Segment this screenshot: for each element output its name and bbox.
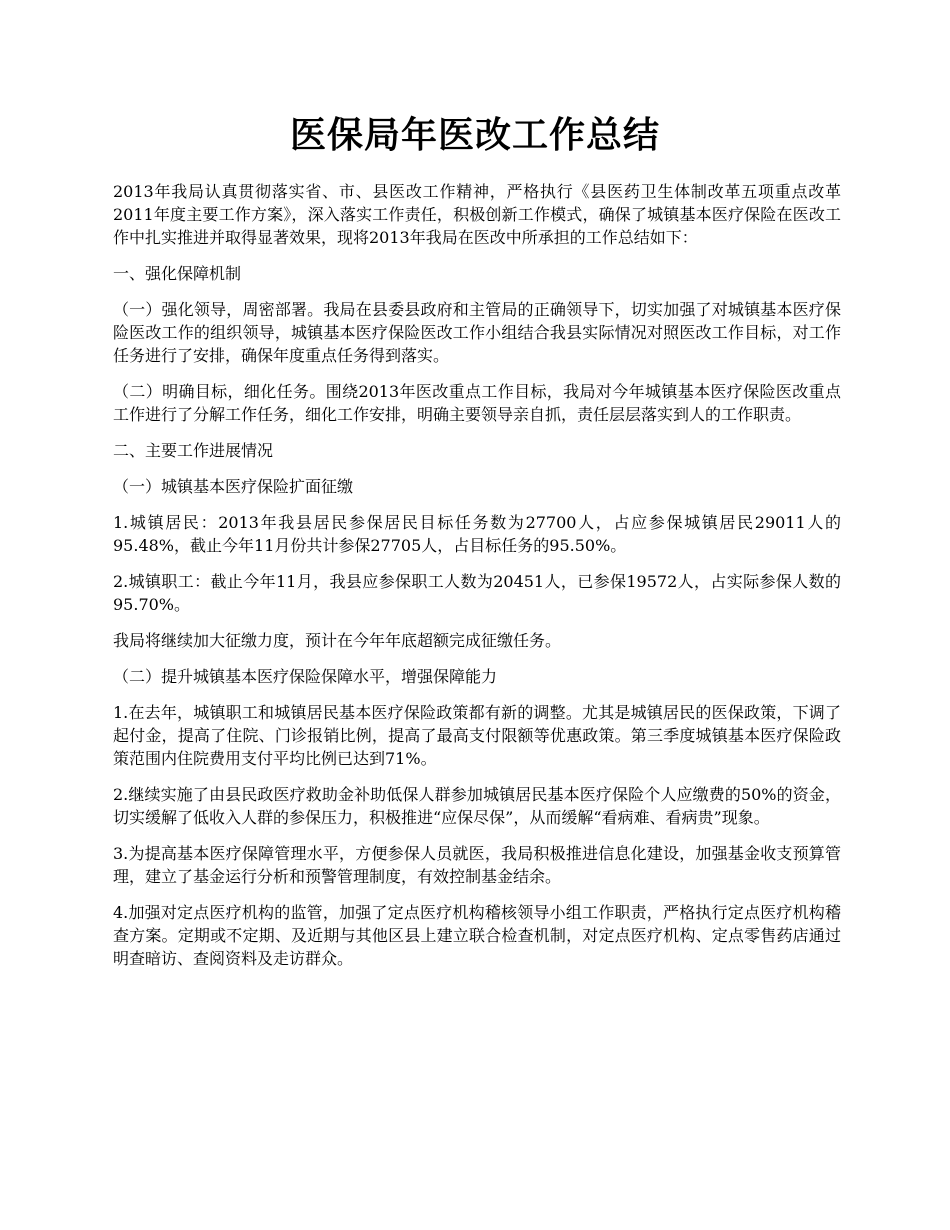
section-heading-2: 二、主要工作进展情况 [113,441,274,460]
paragraph: 我局将继续加大征缴力度，预计在今年年底超额完成征缴任务。 [113,631,562,650]
section-heading-1: 一、强化保障机制 [113,264,242,283]
paragraph: 2.继续实施了由县民政医疗救助金补助低保人群参加城镇居民基本医疗保险个人应缴费的50%的资金，切实缓解了低收入人群的参保压力，积极推进“应保尽保”，从而缓解“看病难、看病贵”现象。 [113,785,841,827]
paragraph: （二）明确目标，细化任务。围绕2013年医改重点工作目标，我局对今年城镇基本医疗保险医改重点工作进行了分解工作任务，细化工作安排，明确主要领导亲自抓，责任层层落实到人的工作职责。 [113,382,841,424]
paragraph: 1.城镇居民：2013年我县居民参保居民目标任务数为27700人，占应参保城镇居民29011人的95.48%，截止今年11月份共计参保27705人，占目标任务的95.50%。 [113,513,841,555]
paragraph: （一）强化领导，周密部署。我局在县委县政府和主管局的正确领导下，切实加强了对城镇基本医疗保险医改工作的组织领导，城镇基本医疗保险医改工作小组结合我县实际情况对照医改工作目标，对工作任务进行了安排，确保年度重点任务得到落实。 [113,300,841,365]
paragraph: 4.加强对定点医疗机构的监管，加强了定点医疗机构稽核领导小组工作职责，严格执行定点医疗机构稽查方案。定期或不定期、及近期与其他区县上建立联合检查机制，对定点医疗机构、定点零售药店通过明查暗访、查阅资料及走访群众。 [113,903,841,968]
document-title: 医保局年医改工作总结 [289,115,660,156]
subsection-heading: （一）城镇基本医疗保险扩面征缴 [113,477,354,496]
subsection-heading: （二）提升城镇基本医疗保险保障水平，增强保障能力 [113,667,498,686]
paragraph: 1.在去年，城镇职工和城镇居民基本医疗保险政策都有新的调整。尤其是城镇居民的医保政策，下调了起付金，提高了住院、门诊报销比例，提高了最高支付限额等优惠政策。第三季度城镇基本医疗保险政策范围内住院费用支付平均比例已达到71%。 [113,703,841,768]
paragraph: 3.为提高基本医疗保障管理水平，方便参保人员就医，我局积极推进信息化建设，加强基金收支预算管理，建立了基金运行分析和预警管理制度，有效控制基金结余。 [113,844,841,886]
document-body [113,180,841,983]
paragraph: 2.城镇职工：截止今年11月，我县应参保职工人数为20451人，已参保19572人，占实际参保人数的95.70%。 [113,572,841,614]
paragraph-intro: 2013年我局认真贯彻落实省、市、县医改工作精神，严格执行《县医药卫生体制改革五项重点改革2011年度主要工作方案》，深入落实工作责任，积极创新工作模式，确保了城镇基本医疗保险在医改工作中扎实推进并取得显著效果，现将2013年我局在医改中所承担的工作总结如下： [113,182,841,247]
